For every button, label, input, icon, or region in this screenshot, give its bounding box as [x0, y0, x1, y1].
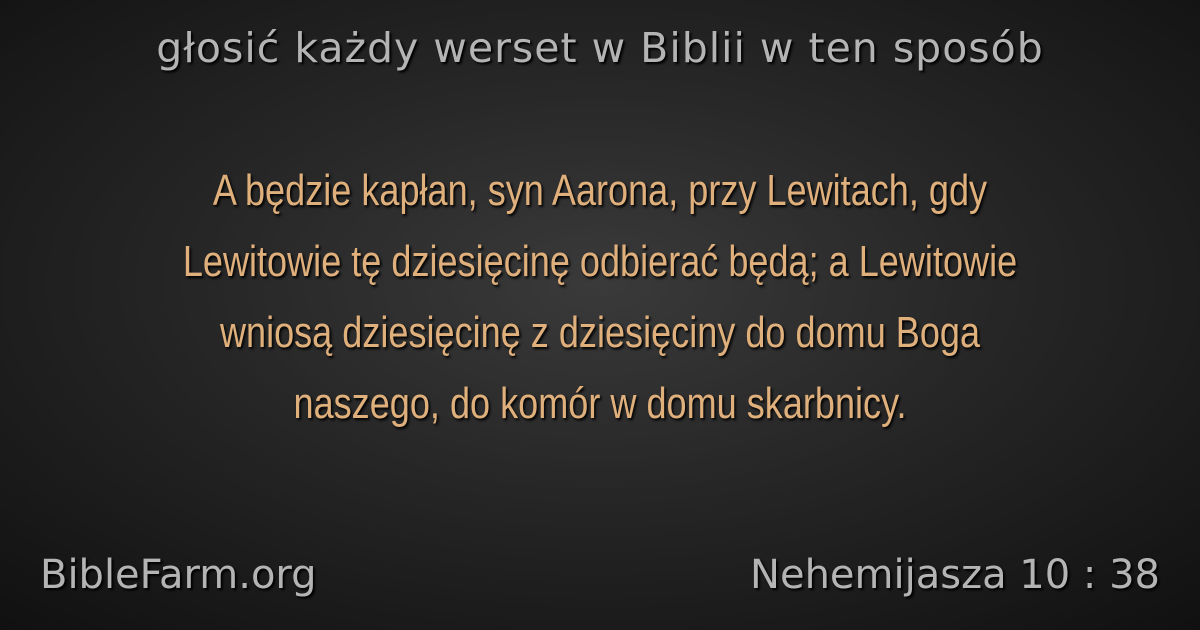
- site-name: BibleFarm.org: [40, 552, 317, 598]
- verse-text: A będzie kapłan, syn Aarona, przy Lewitach, gdy Lewitowie tę dziesięcinę odbierać będą; a Lewitowie wniosą dziesięcinę z dziesięciny do domu Boga naszego, do komór w domu skarbnicy.: [182, 166, 1018, 428]
- tagline: głosić każdy werset w Biblii w ten sposób: [156, 24, 1044, 72]
- verse-reference: Nehemijasza 10 : 38: [750, 552, 1160, 598]
